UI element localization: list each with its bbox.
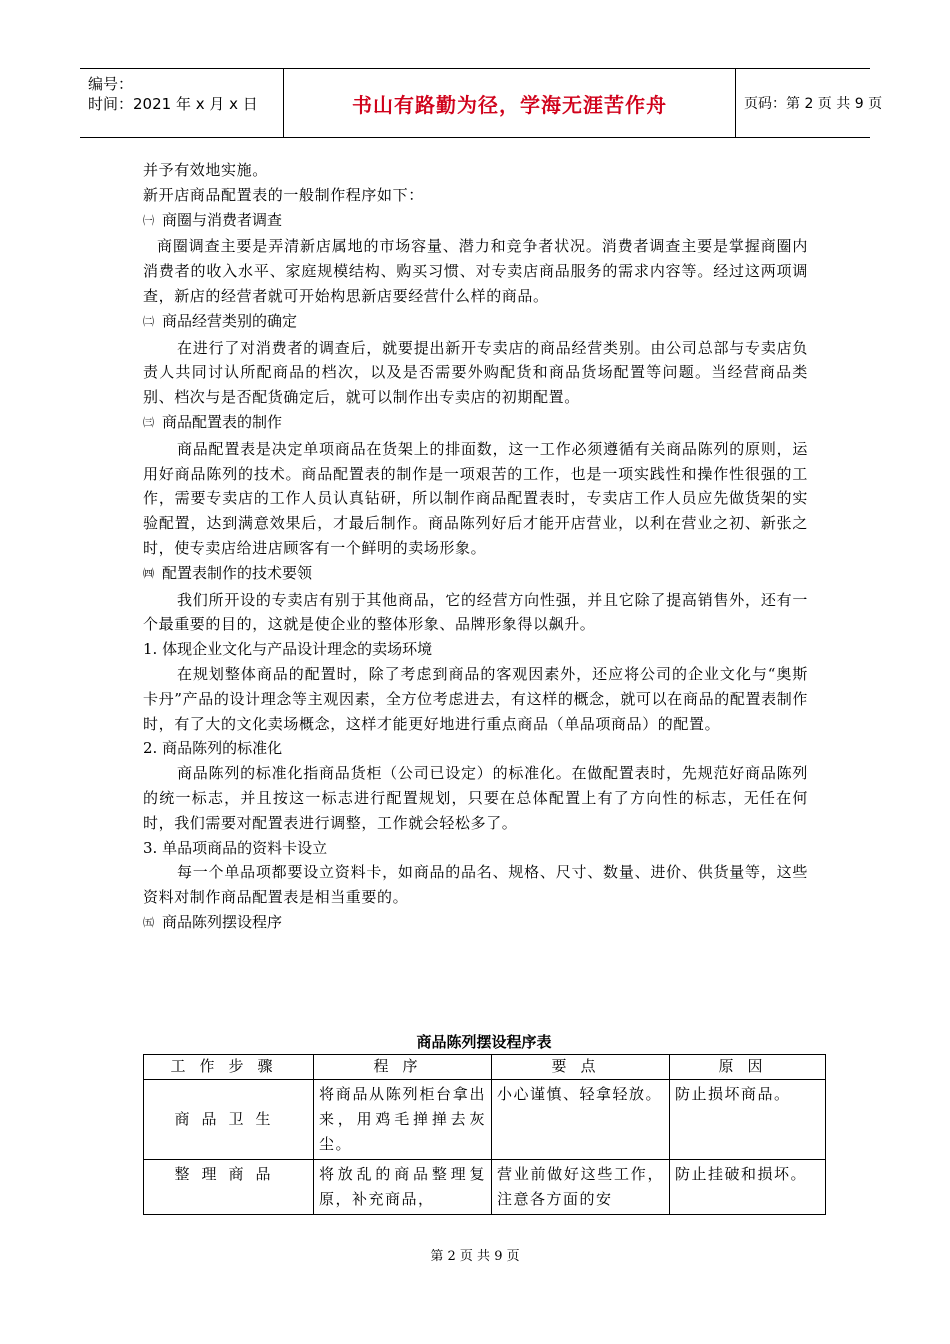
section-number: ㈠ [143, 213, 154, 227]
section-title: 商圈与消费者调查 [162, 210, 283, 229]
section-heading [143, 910, 808, 937]
table-title: 商品陈列摆设程序表 [416, 1033, 552, 1051]
section-title: 配置表制作的技术要领 [162, 563, 313, 582]
paragraph: 每一个单品项都要设立资料卡，如商品的品名、规格、尺寸、数量、进价、供货量等，这些资料对制作商品配置表是相当重要的。 [143, 863, 808, 907]
paragraph: 新开店商品配置表的一般制作程序如下： [143, 185, 424, 204]
section-heading [143, 309, 808, 336]
paragraph: 商圈调查主要是弄清新店属地的市场容量、潜力和竞争者状况。消费者调查主要是掌握商圈内消费者的收入水平、家庭规模结构、购买习惯、对专卖店商品服务的需求内容等。经过这两项调查，新店的经营者就可开始构思新店要经营什么样的商品。 [143, 237, 808, 305]
section-number: ㈤ [143, 915, 154, 929]
table-cell: 将放乱的商品整理复原，补充商品， [314, 1160, 492, 1215]
header-motto: 书山有路勤为径，学海无涯苦作舟 [284, 69, 736, 137]
page-header [80, 68, 883, 138]
paragraph: 并予有效地实施。 [143, 161, 268, 179]
document-number-label: 编号： [88, 75, 134, 93]
subsection-heading: 1. 体现企业文化与产品设计理念的卖场环境 [143, 640, 433, 659]
header-meta [80, 69, 284, 137]
column-header: 要点 [492, 1055, 670, 1080]
section-heading [143, 561, 808, 588]
paragraph: 商品陈列的标准化指商品货柜（公司已设定）的标准化。在做配置表时，先规范好商品陈列的统一标志，并且按这一标志进行配置规划，只要在总体配置上有了方向性的标志，无任在何时，我们需要对配置表进行调整，工作就会轻松多了。 [143, 764, 808, 832]
document-date-label: 时间：2021 年 x 月 x 日 [88, 95, 258, 113]
table-cell: 防止挂破和损坏。 [670, 1160, 826, 1215]
page-footer: 第 2 页 共 9 页 [430, 1249, 520, 1264]
table-cell: 防止损坏商品。 [670, 1080, 826, 1160]
table-cell: 商品卫生 [144, 1080, 314, 1160]
subsection-heading: 3. 单品项商品的资料卡设立 [143, 838, 328, 857]
section-title: 商品陈列摆设程序 [162, 912, 283, 931]
section-title: 商品配置表的制作 [162, 412, 283, 431]
column-header: 工作步骤 [144, 1055, 314, 1080]
section-heading [143, 410, 808, 437]
section-title: 商品经营类别的确定 [162, 311, 298, 330]
table-cell: 将商品从陈列柜台拿出来，用鸡毛掸掸去灰尘。 [314, 1080, 492, 1160]
section-number: ㈣ [143, 566, 154, 580]
table-cell: 营业前做好这些工作，注意各方面的安 [492, 1160, 670, 1215]
table-row [144, 1080, 826, 1160]
table-row [144, 1160, 826, 1215]
document-body [143, 158, 808, 937]
paragraph: 我们所开设的专卖店有别于其他商品，它的经营方向性强，并且它除了提高销售外，还有一个最重要的目的，这就是使企业的整体形象、品牌形象得以飙升。 [143, 590, 808, 634]
paragraph: 在进行了对消费者的调查后，就要提出新开专卖店的商品经营类别。由公司总部与专卖店负责人共同讨认所配商品的档次，以及是否需要外购配货和商品货场配置等问题。当经营商品类别、档次与是否配货确定后，就可以制作出专卖店的初期配置。 [143, 338, 808, 407]
column-header: 原因 [670, 1055, 826, 1080]
section-heading [143, 208, 808, 235]
section-number: ㈡ [143, 314, 154, 328]
procedure-table [143, 1054, 826, 1215]
header-page-label: 页码：第 2 页 共 9 页 [744, 96, 883, 112]
table-header-row [144, 1055, 826, 1080]
subsection-heading: 2. 商品陈列的标准化 [143, 739, 283, 758]
section-number: ㈢ [143, 415, 154, 429]
paragraph: 在规划整体商品的配置时，除了考虑到商品的客观因素外，还应将公司的企业文化与“奥斯卡丹”产品的设计理念等主观因素，全方位考虑进去，有这样的概念，就可以在商品的配置表制作时，有了大的文化卖场概念，这样才能更好地进行重点商品（单品项商品）的配置。 [143, 664, 808, 733]
table-cell: 小心谨慎、轻拿轻放。 [492, 1080, 670, 1160]
column-header: 程序 [314, 1055, 492, 1080]
table-cell: 整理商品 [144, 1160, 314, 1215]
paragraph: 商品配置表是决定单项商品在货架上的排面数，这一工作必须遵循有关商品陈列的原则，运用好商品陈列的技术。商品配置表的制作是一项艰苦的工作，也是一项实践性和操作性很强的工作，需要专卖店的工作人员认真钻研，所以制作商品配置表时，专卖店工作人员应先做货架的实验配置，达到满意效果后，才最后制作。商品陈列好后才能开店营业，以利在营业之初、新张之时，使专卖店给进店顾客有一个鲜明的卖场形象。 [143, 439, 808, 557]
